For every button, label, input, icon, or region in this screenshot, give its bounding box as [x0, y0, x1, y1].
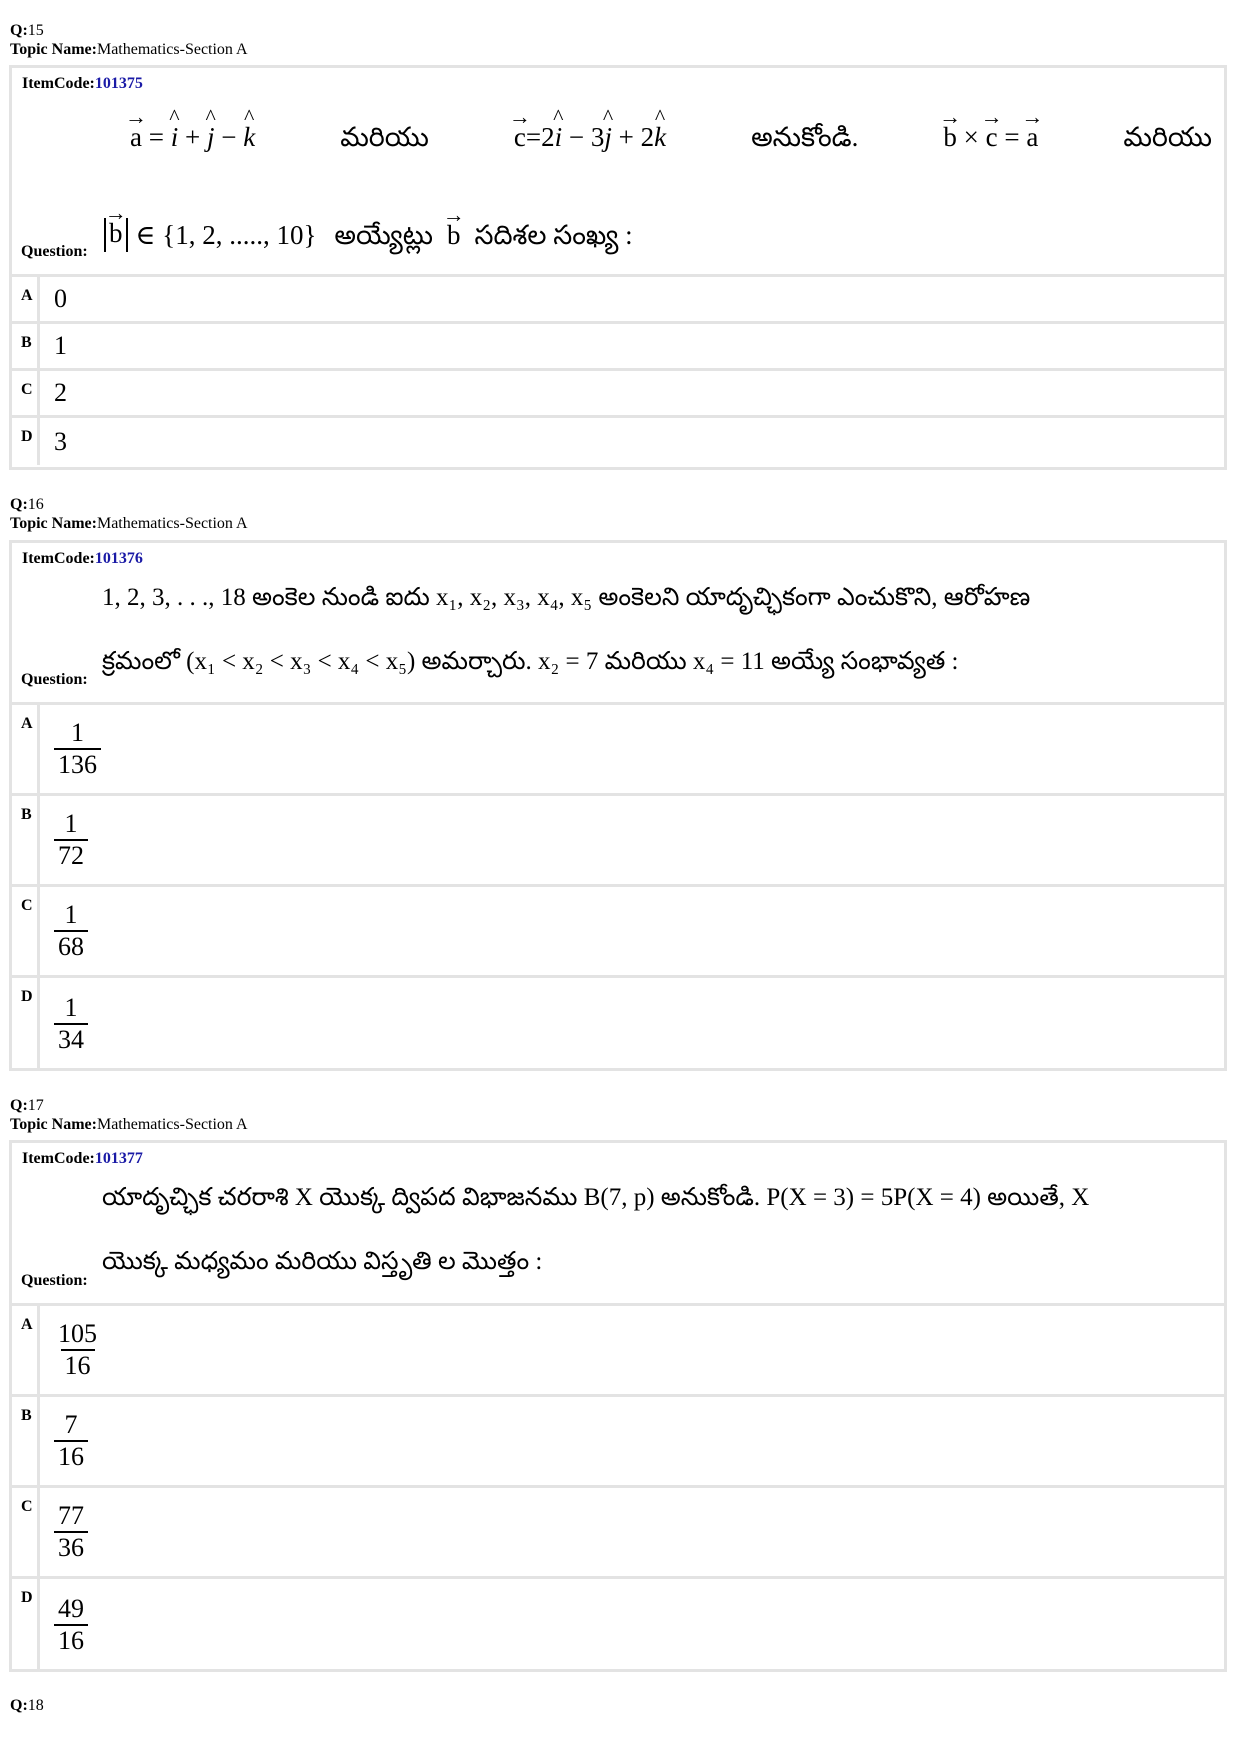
q-prefix: Q: [10, 22, 28, 39]
option-label: A [12, 1306, 40, 1394]
option-fraction: $\frac{1}{34}$ [54, 993, 88, 1055]
question-line-1: 1, 2, 3, . . ., 18 అంకెల నుండి ఐదు x₁, x₂, x₃, x₄, x₅ అంకెలని యాదృచ్ఛికంగా ఎంచుకొని, ఆరోహణ [102, 584, 1031, 611]
option-label: C [12, 887, 40, 975]
q-number: 16 [27, 496, 44, 513]
option-label: C [12, 1488, 40, 1576]
question-row [12, 543, 1224, 705]
question-header [10, 1696, 44, 1715]
question-table [9, 1140, 1227, 1672]
option-fraction: $\frac{1}{72}$ [54, 809, 88, 871]
question-header [10, 1096, 248, 1134]
option-row[interactable] [12, 887, 1224, 978]
option-value: 2 [54, 378, 67, 407]
option-row[interactable] [12, 324, 1224, 371]
option-row[interactable] [12, 1488, 1224, 1579]
option-label: D [12, 978, 40, 1069]
question-row [12, 68, 1224, 277]
option-row[interactable] [12, 371, 1224, 418]
topic-prefix: Topic Name: [10, 515, 97, 532]
option-fraction: $\frac{77}{36}$ [54, 1501, 88, 1563]
option-fraction: $\frac{105}{16}$ [58, 1319, 97, 1380]
option-label: D [12, 1579, 40, 1670]
option-fraction: $\frac{1}{136}$ [54, 718, 101, 780]
question-table [9, 540, 1227, 1071]
option-row[interactable] [12, 705, 1224, 796]
option-row[interactable] [12, 1397, 1224, 1488]
option-value: 0 [54, 284, 67, 313]
option-fraction: $\frac{49}{16}$ [54, 1594, 88, 1656]
question-label: Question: [21, 1272, 88, 1289]
option-label: B [12, 1397, 40, 1485]
q-prefix: Q: [10, 1097, 28, 1114]
option-row[interactable] [12, 277, 1224, 324]
question-line-1: → a = ^ i + ^ j − ^ k మరియు → c=2^ i − 3^ j + 2^ k అనుకోండి. → b × → c = → a మరియు [130, 120, 1212, 154]
question-line-2: → b ∈ {1, 2, ....., 10} అయ్యేట్లు → b సదిశల సంఖ్య : [104, 218, 1212, 252]
topic-name: Mathematics-Section A [96, 515, 248, 532]
q-number: 15 [27, 22, 44, 39]
option-row[interactable] [12, 796, 1224, 887]
item-code: ItemCode:101375 [22, 75, 143, 92]
q-number: 18 [27, 1697, 44, 1714]
option-row[interactable] [12, 1306, 1224, 1397]
topic-prefix: Topic Name: [10, 41, 97, 58]
q-number: 17 [27, 1097, 44, 1114]
item-code: ItemCode:101377 [22, 1150, 143, 1167]
topic-name: Mathematics-Section A [96, 1116, 248, 1133]
option-row[interactable] [12, 418, 1224, 465]
question-line-2: యొక్క మధ్యమం మరియు విస్తృతి ల మొత్తం : [102, 1248, 543, 1275]
q-prefix: Q: [10, 496, 28, 513]
topic-name: Mathematics-Section A [96, 41, 248, 58]
option-value: 3 [54, 426, 67, 456]
option-fraction: $\frac{1}{68}$ [54, 900, 88, 962]
option-value: 1 [54, 331, 67, 360]
question-label: Question: [21, 243, 88, 260]
option-label: A [12, 705, 40, 793]
question-header [10, 21, 248, 59]
option-label: C [12, 371, 40, 415]
question-line-2: క్రమంలో (x₁ < x₂ < x₃ < x₄ < x₅) అమర్చారు. x₂ = 7 మరియు x₄ = 11 అయ్యే సంభావ్యత : [102, 648, 959, 675]
question-table [9, 65, 1227, 470]
question-row [12, 1143, 1224, 1306]
question-header [10, 495, 248, 533]
option-label: A [12, 277, 40, 321]
option-row[interactable] [12, 978, 1224, 1069]
option-label: B [12, 796, 40, 884]
question-line-1: యాదృచ్ఛిక చరరాశి X యొక్క ద్విపద విభాజనము B(7, p) అనుకోండి. P(X = 3) = 5P(X = 4) అయితే, X [102, 1184, 1090, 1211]
item-code: ItemCode:101376 [22, 550, 143, 567]
option-label: D [12, 418, 40, 465]
q-prefix: Q: [10, 1697, 28, 1714]
option-label: B [12, 324, 40, 368]
option-fraction: $\frac{7}{16}$ [54, 1410, 88, 1472]
topic-prefix: Topic Name: [10, 1116, 97, 1133]
option-row[interactable] [12, 1579, 1224, 1670]
question-label: Question: [21, 671, 88, 688]
